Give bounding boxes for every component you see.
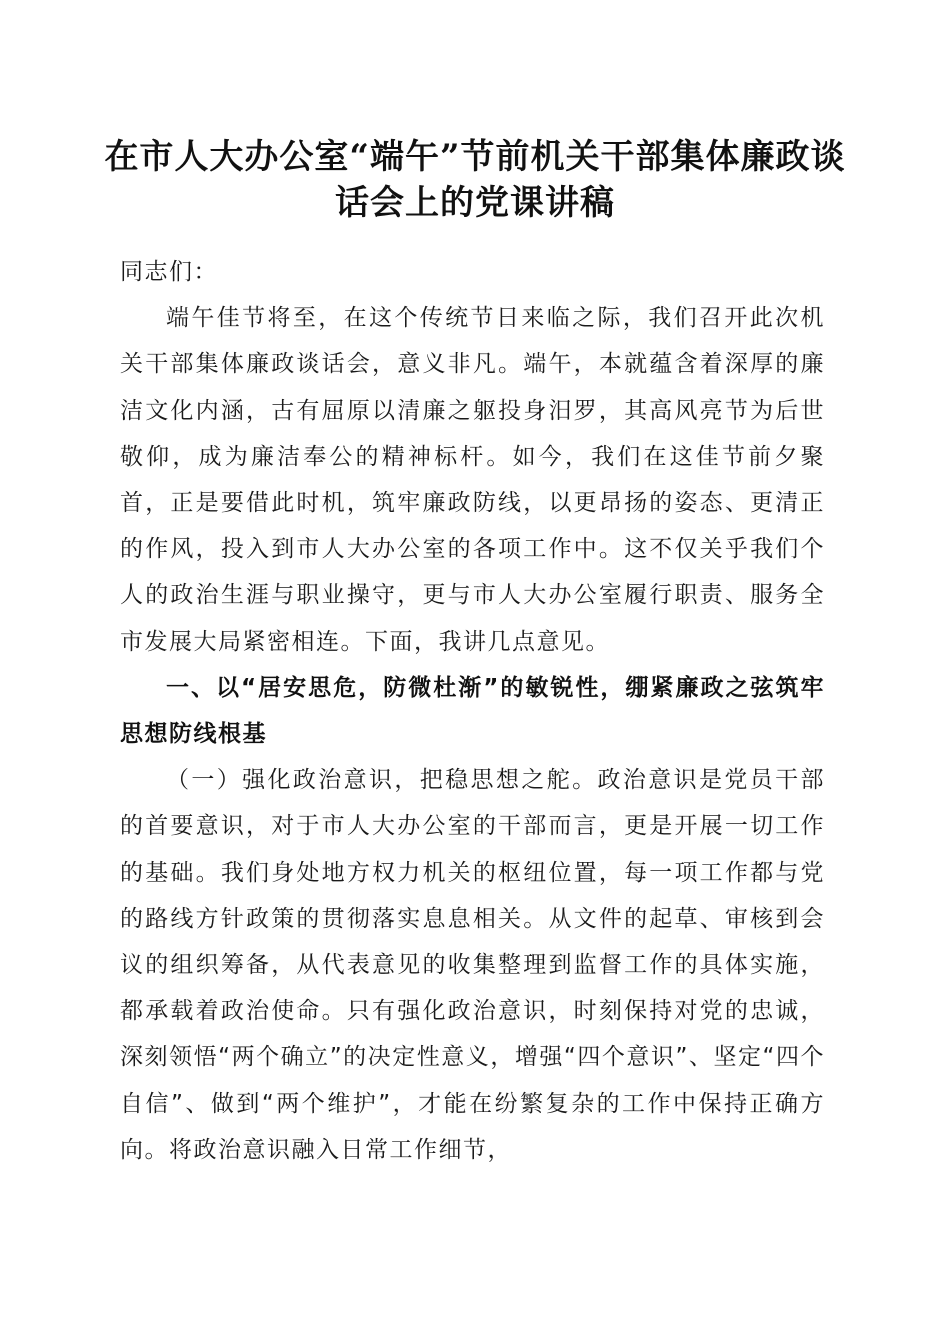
document-title: 在市人大办公室“端午”节前机关干部集体廉政谈话会上的党课讲稿	[104, 137, 846, 223]
salutation: 同志们：	[120, 259, 218, 285]
document-body	[120, 249, 825, 1173]
subsection-paragraph: （一）强化政治意识，把稳思想之舵。政治意识是党员干部的首要意识，对于市人大办公室的干部而言，更是开展一切工作的基础。我们身处地方权力机关的枢纽位置，每一项工作都与党的路线方针政策的贯彻落实息息相关。从文件的起草、审核到会议的组织筹备，从代表意见的收集整理到监督工作的具体实施，都承载着政治使命。只有强化政治意识，时刻保持对党的忠诚，深刻领悟“两个确立”的决定性意义，增强“四个意识”、坚定“四个自信”、做到“两个维护”，才能在纷繁复杂的工作中保持正确方向。将政治意识融入日常工作细节，	[120, 767, 825, 1163]
intro-paragraph: 端午佳节将至，在这个传统节日来临之际，我们召开此次机关干部集体廉政谈话会，意义非凡。端午，本就蕴含着深厚的廉洁文化内涵，古有屈原以清廉之躯投身汨罗，其高风亮节为后世敬仰，成为廉洁奉公的精神标杆。如今，我们在这佳节前夕聚首，正是要借此时机，筑牢廉政防线，以更昂扬的姿态、更清正的作风，投入到市人大办公室的各项工作中。这不仅关乎我们个人的政治生涯与职业操守，更与市人大办公室履行职责、服务全市发展大局紧密相连。下面，我讲几点意见。	[120, 305, 825, 655]
section-heading: 一、以“居安思危，防微杜渐”的敏锐性，绷紧廉政之弦筑牢思想防线根基	[120, 674, 825, 748]
